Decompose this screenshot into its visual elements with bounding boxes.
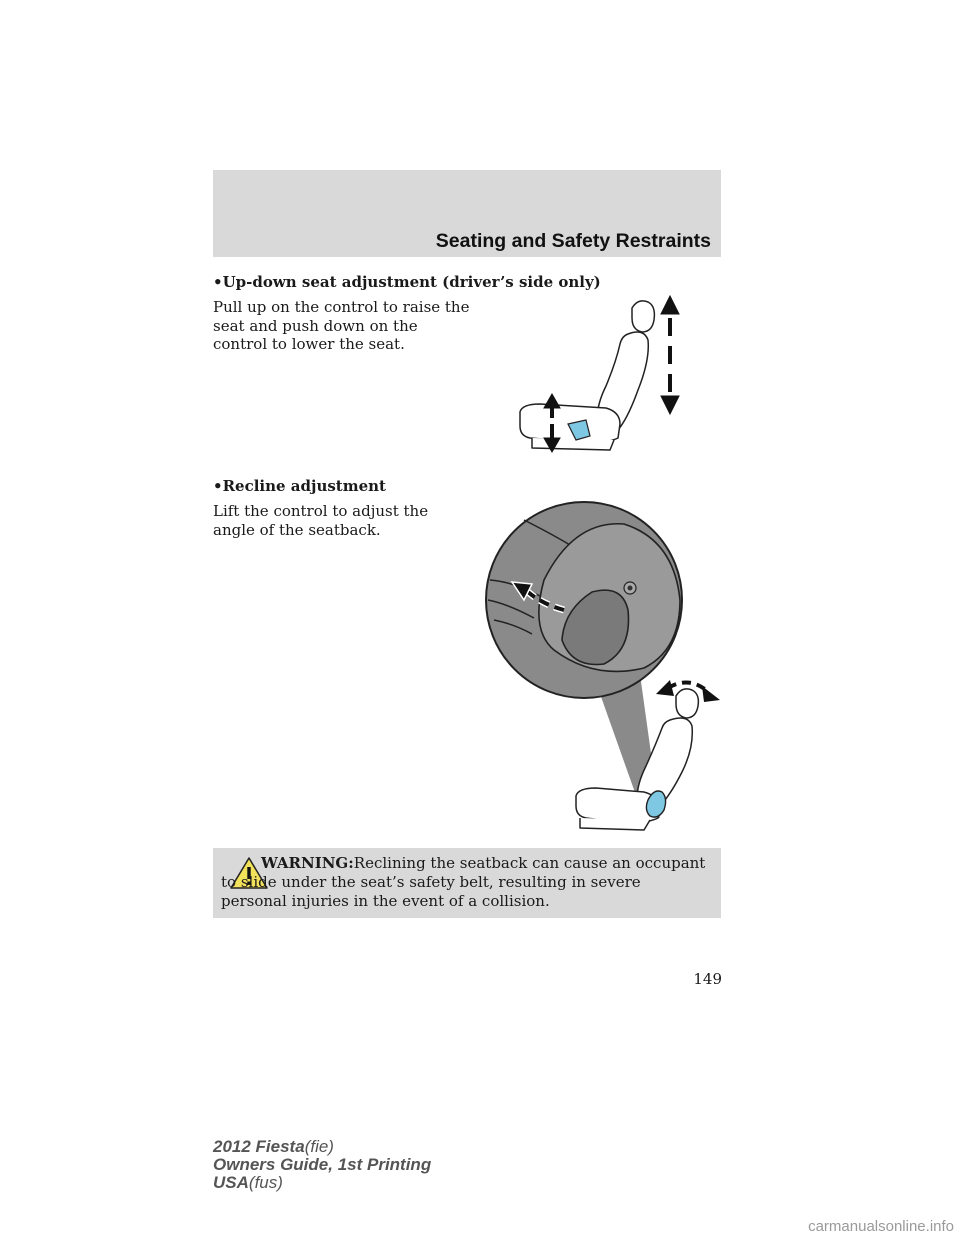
section-header-band [213,170,721,257]
page-number: 149 [693,970,722,988]
footer-guide: Owners Guide, 1st Printing [213,1155,432,1174]
warning-text [221,854,709,911]
footer-market: USA [213,1173,249,1192]
recline-illustration [484,500,730,835]
bullet-up-down [213,272,601,292]
footer-model: 2012 Fiesta [213,1137,305,1156]
paragraph-recline: Lift the control to adjust the angle of the seatback. [213,502,429,539]
footer-market-code: (fus) [248,1173,283,1192]
watermark: carmanualsonline.info [808,1218,954,1235]
warning-label: WARNING: [261,854,354,872]
bullet-glyph: • [213,273,223,291]
warning-box [213,848,721,918]
heading-up-down-adjustment: Up-down seat adjustment (driver’s side only) [222,273,601,291]
footer-print-info [213,1138,431,1192]
heading-recline-adjustment: Recline adjustment [222,477,386,495]
seat-up-down-illustration [510,290,690,460]
footer-model-code: (fie) [304,1137,334,1156]
bullet-glyph: • [213,477,223,495]
paragraph-up-down: Pull up on the control to raise the seat and push down on the control to lower the seat. [213,298,470,354]
warning-body: Reclining the seatback can cause an occupant to slide under the seat’s safety belt, resulting in severe personal injuries in the event of a collision. [221,854,706,910]
section-title: Seating and Safety Restraints [435,230,711,252]
bullet-recline [213,476,386,496]
